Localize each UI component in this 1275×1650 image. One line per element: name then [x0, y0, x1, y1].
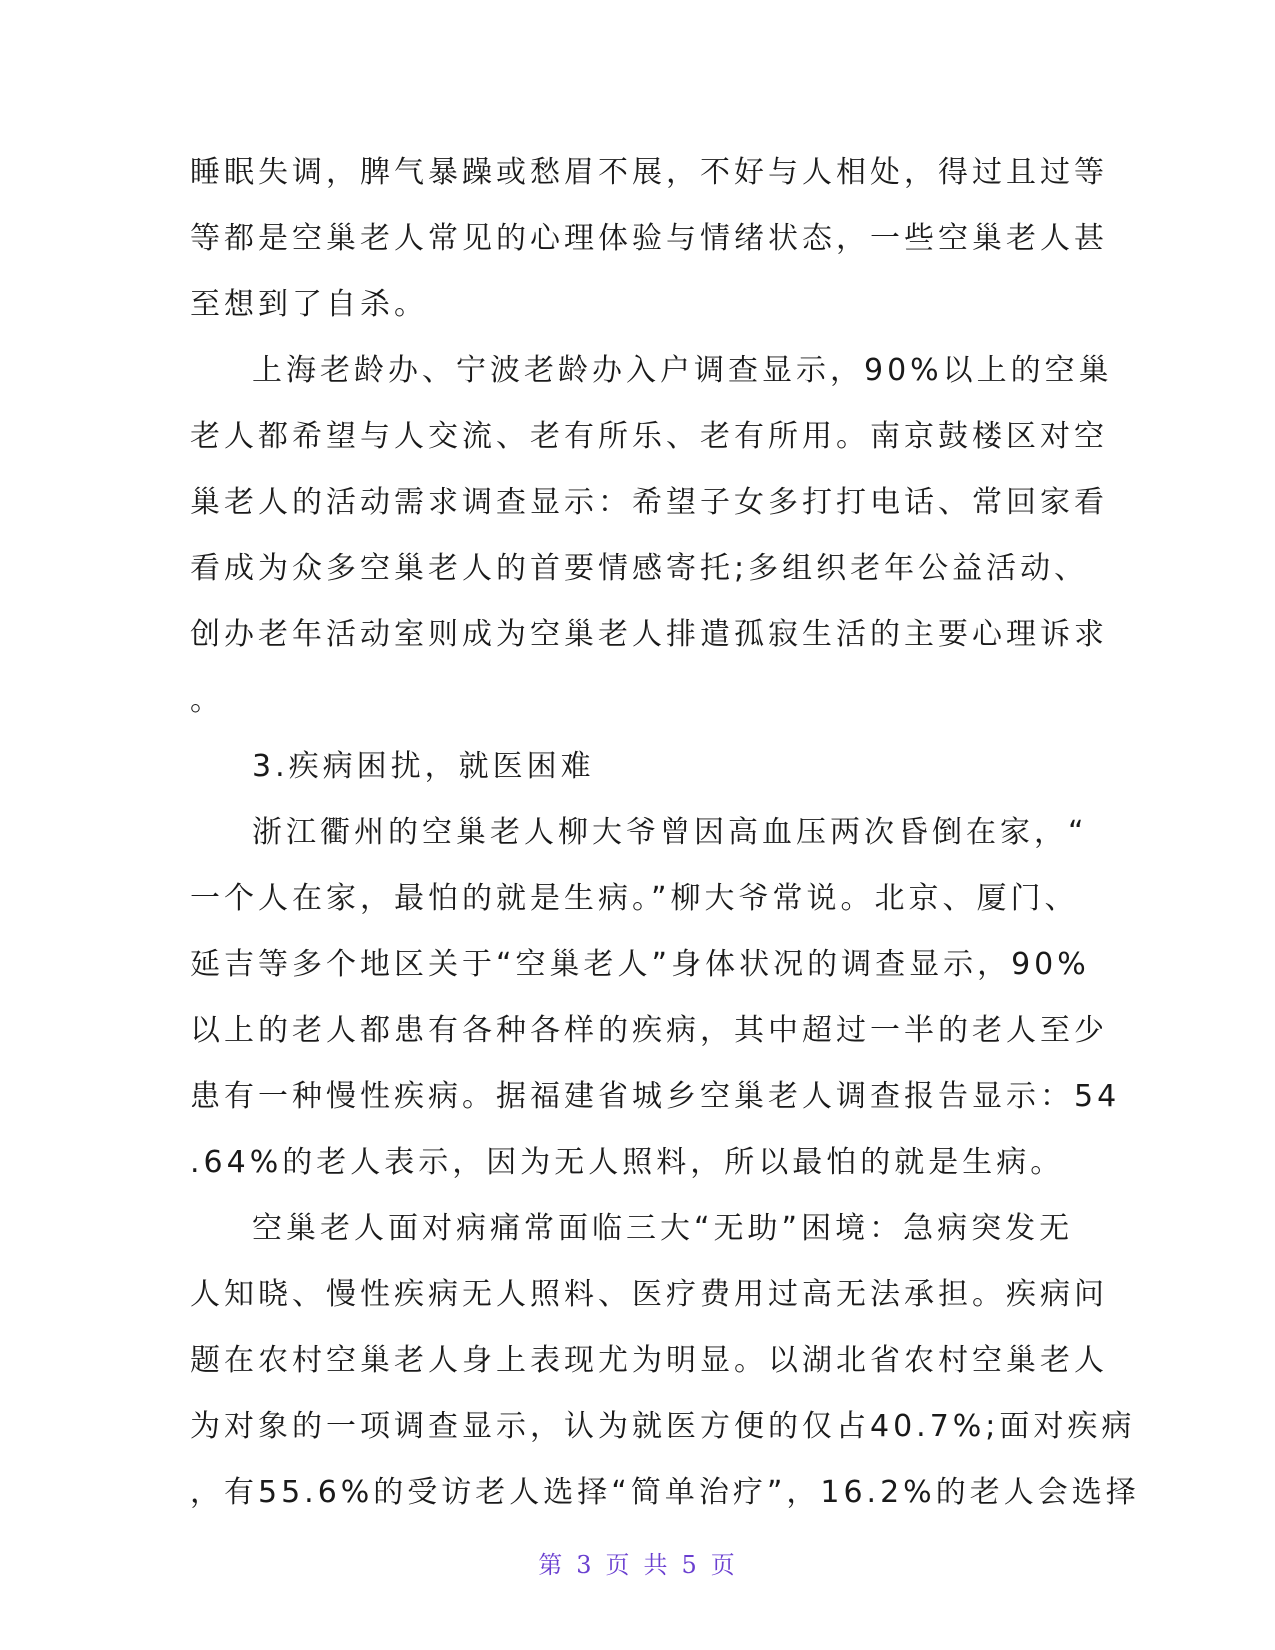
paragraph-3 — [190, 800, 1121, 1196]
footer-total-prefix: 共 — [643, 1551, 670, 1579]
text-line: .64%的老人表示，因为无人照料，所以最怕的就是生病。 — [190, 1145, 1065, 1180]
text-line: 至想到了自杀。 — [190, 287, 428, 322]
text-line: 浙江衢州的空巢老人柳大爷曾因高血压两次昏倒在家，“ — [252, 815, 1088, 850]
text-line: 。 — [190, 683, 224, 718]
footer-total-unit: 页 — [710, 1551, 737, 1579]
text-line: 一个人在家，最怕的就是生病。”柳大爷常说。北京、厦门、 — [190, 881, 1079, 916]
text-line: 老人都希望与人交流、老有所乐、老有所用。南京鼓楼区对空 — [190, 419, 1108, 454]
footer-current-page: 3 — [576, 1551, 594, 1579]
text-line: 创办老年活动室则成为空巢老人排遣孤寂生活的主要心理诉求 — [190, 617, 1108, 652]
paragraph-4 — [190, 1196, 1140, 1526]
text-line: 看成为众多空巢老人的首要情感寄托;多组织老年公益活动、 — [190, 551, 1089, 586]
page-footer — [0, 1545, 1275, 1580]
text-line: 上海老龄办、宁波老龄办入户调查显示，90%以上的空巢 — [252, 353, 1113, 388]
text-line: 题在农村空巢老人身上表现尤为明显。以湖北省农村空巢老人 — [190, 1343, 1108, 1378]
text-line: 睡眠失调，脾气暴躁或愁眉不展，不好与人相处，得过且过等 — [190, 155, 1108, 190]
section-heading: 3.疾病困扰，就医困难 — [252, 749, 595, 784]
text-line: 等都是空巢老人常见的心理体验与情绪状态，一些空巢老人甚 — [190, 221, 1108, 256]
text-line: ，有55.6%的受访老人选择“简单治疗”，16.2%的老人会选择 — [190, 1475, 1140, 1510]
text-line: 患有一种慢性疾病。据福建省城乡空巢老人调查报告显示：54 — [190, 1079, 1121, 1114]
text-line: 为对象的一项调查显示，认为就医方便的仅占40.7%;面对疾病 — [190, 1409, 1136, 1444]
document-body — [190, 140, 1140, 1526]
text-line: 巢老人的活动需求调查显示：希望子女多打打电话、常回家看 — [190, 485, 1108, 520]
paragraph-1 — [190, 140, 1108, 338]
footer-prefix: 第 — [538, 1551, 565, 1579]
paragraph-2 — [190, 338, 1113, 734]
text-line: 人知晓、慢性疾病无人照料、医疗费用过高无法承担。疾病问 — [190, 1277, 1108, 1312]
footer-total-pages: 5 — [681, 1551, 699, 1579]
text-line: 延吉等多个地区关于“空巢老人”身体状况的调查显示，90% — [190, 947, 1090, 982]
text-line: 以上的老人都患有各种各样的疾病，其中超过一半的老人至少 — [190, 1013, 1108, 1048]
text-line: 空巢老人面对病痛常面临三大“无助”困境：急病突发无 — [252, 1211, 1074, 1246]
footer-page-unit: 页 — [605, 1551, 632, 1579]
